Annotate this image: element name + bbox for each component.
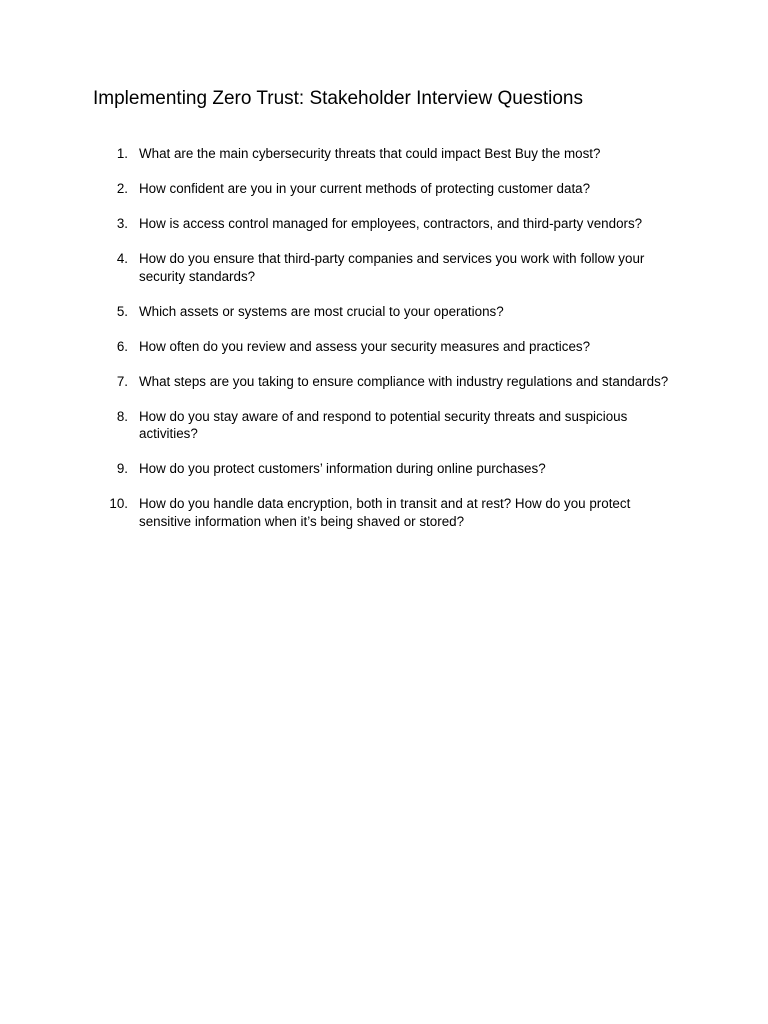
- question-item: [0, 460, 768, 478]
- question-item: [0, 495, 768, 530]
- question-item: [0, 303, 768, 321]
- question-item: [0, 180, 768, 198]
- question-item: [0, 338, 768, 356]
- question-text: How is access control managed for employees, contractors, and third-party vendors?: [139, 216, 643, 231]
- question-text: How do you protect customers’ information during online purchases?: [139, 461, 546, 476]
- question-text: How do you handle data encryption, both in transit and at rest? How do you protect sensitive information when it’s being shaved or stored?: [139, 496, 631, 529]
- question-text: Which assets or systems are most crucial to your operations?: [139, 303, 504, 319]
- question-number: 8.: [116, 408, 128, 424]
- question-number: 5.: [116, 303, 128, 319]
- question-item: [0, 373, 768, 391]
- question-number: 6.: [116, 338, 128, 354]
- question-item: [0, 215, 768, 233]
- question-text: How often do you review and assess your security measures and practices?: [139, 338, 591, 354]
- question-text: How do you ensure that third-party companies and services you work with follow your security standards?: [139, 251, 645, 284]
- question-text: What are the main cybersecurity threats that could impact Best Buy the most?: [139, 146, 601, 161]
- question-item: [0, 408, 768, 443]
- question-text: How confident are you in your current methods of protecting customer data?: [139, 181, 591, 196]
- question-number: 1.: [116, 146, 128, 161]
- question-number: 7.: [116, 373, 128, 389]
- question-text: How do you stay aware of and respond to potential security threats and suspicious activities?: [139, 408, 628, 441]
- question-number: 9.: [116, 461, 128, 476]
- question-text: What steps are you taking to ensure compliance with industry regulations and standards?: [139, 373, 669, 389]
- document-title: Implementing Zero Trust: Stakeholder Interview Questions: [93, 88, 584, 109]
- question-number: 3.: [116, 216, 128, 231]
- question-number: 10.: [109, 496, 128, 511]
- question-number: 2.: [116, 181, 128, 196]
- question-list: [0, 145, 768, 548]
- question-number: 4.: [116, 251, 128, 266]
- question-item: [0, 145, 768, 163]
- question-item: [0, 250, 768, 285]
